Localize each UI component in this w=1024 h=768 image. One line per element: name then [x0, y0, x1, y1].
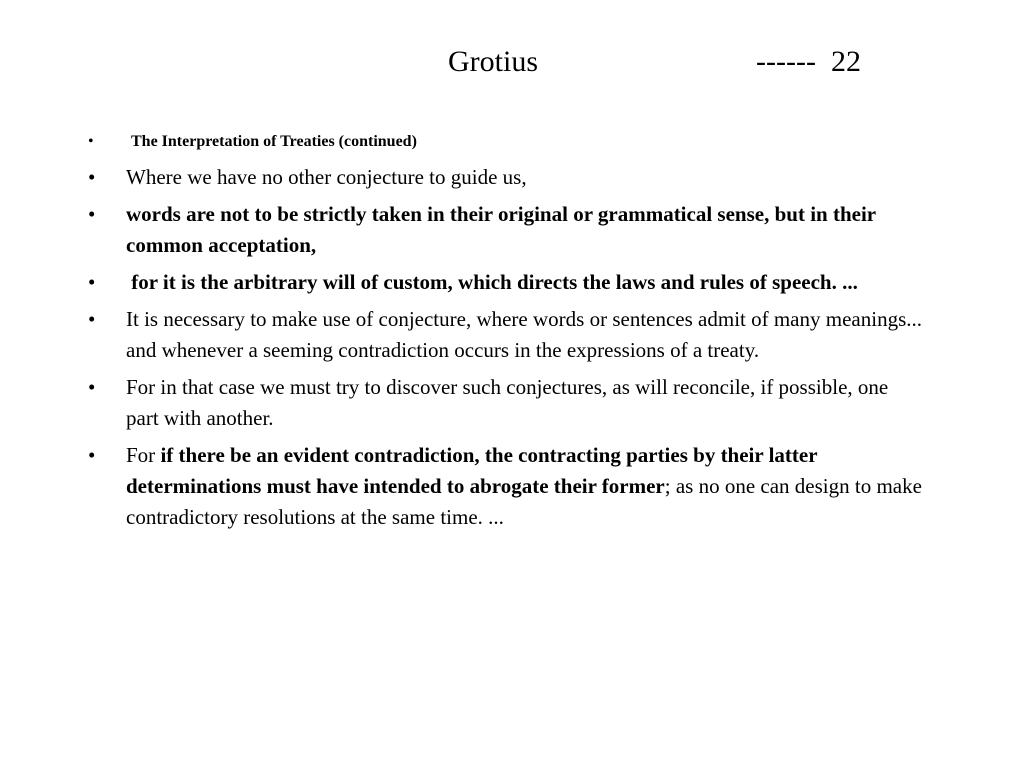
bullet-icon: • — [88, 202, 96, 226]
bullet-text: The Interpretation of Treaties (continued) — [131, 133, 417, 150]
bullet-text-bold: if there be an evident contradiction, the contracting parties by their latter determinations must have intended to abrogate their former — [126, 443, 818, 498]
bullet-icon: • — [88, 307, 96, 331]
bullet-text-tail: ; as no one can design to make contradictory resolutions at the same time. ... — [126, 474, 922, 529]
bullet-text: It is necessary to make use of conjecture, where words or sentences admit of many meanings... and whenever a seeming contradiction occurs in the expressions of a treaty. — [126, 307, 922, 362]
list-item — [0, 267, 926, 298]
list-item — [0, 372, 926, 434]
bullet-icon: • — [88, 270, 96, 294]
bullet-text: For in that case we must try to discover such conjectures, as will reconcile, if possible, one part with another. — [126, 375, 889, 430]
bullet-text: words are not to be strictly taken in their original or grammatical sense, but in their common acceptation, — [126, 202, 876, 257]
bullet-text-lead: For — [126, 443, 161, 467]
title-text: Grotius — [448, 45, 538, 78]
bullet-icon: • — [88, 133, 94, 150]
bullet-icon: • — [88, 443, 96, 467]
bullet-text: Where we have no other conjecture to guide us, — [126, 165, 527, 189]
list-item — [0, 304, 926, 366]
page-marker: ------ 22 — [756, 45, 861, 78]
list-item — [0, 440, 926, 533]
bullet-icon: • — [88, 165, 96, 189]
bullet-text: for it is the arbitrary will of custom, which directs the laws and rules of speech. ... — [126, 270, 858, 294]
bullet-list — [0, 130, 1024, 539]
list-item — [0, 130, 931, 154]
slide-title — [0, 42, 1024, 82]
list-item — [0, 199, 926, 261]
list-item — [0, 162, 926, 193]
bullet-icon: • — [88, 375, 96, 399]
